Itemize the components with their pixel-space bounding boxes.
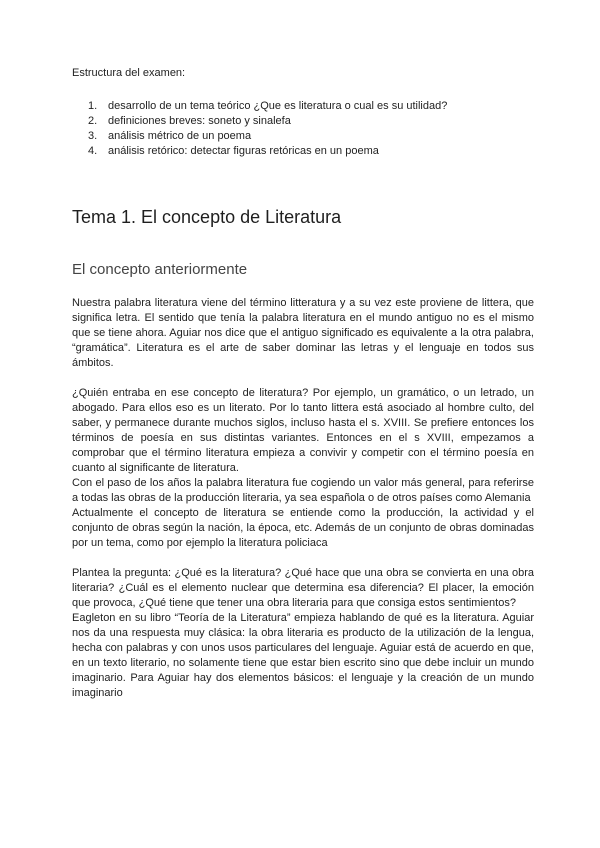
document-page xyxy=(72,66,534,701)
paragraph-question: Plantea la pregunta: ¿Qué es la literatura? ¿Qué hace que una obra se convierta en una obra literaria? ¿Cuál es el elemento nuclear que determina esa diferencia? El placer, la emoción que provoca, ¿Qué tiene que tener una obra literaria para que consiga estos sentimientos? xyxy=(72,567,534,609)
list-item xyxy=(88,99,534,114)
paragraph-current: Actualmente el concepto de literatura se entiende como la producción, la actividad y el conjunto de obras según la nación, la época, etc. Además de un conjunto de obras dominadas por un tema, como por ejemplo la literatura policiaca xyxy=(72,507,534,549)
section-subheading: El concepto anteriormente xyxy=(72,261,248,278)
exam-structure-list xyxy=(72,99,534,159)
list-item xyxy=(88,114,534,129)
list-item-text: análisis retórico: detectar figuras retóricas en un poema xyxy=(108,145,379,157)
paragraph-evolution: Con el paso de los años la palabra literatura fue cogiendo un valor más general, para referirse a todas las obras de la producción literaria, ya sea española o de otros países como Alemania xyxy=(72,477,534,504)
list-item-number: 1. xyxy=(88,100,98,112)
list-item-text: desarrollo de un tema teórico ¿Que es literatura o cual es su utilidad? xyxy=(108,100,448,112)
list-item xyxy=(88,129,534,144)
list-item-text: definiciones breves: soneto y sinalefa xyxy=(108,115,291,127)
section-heading: Tema 1. El concepto de Literatura xyxy=(72,207,342,227)
list-item-number: 2. xyxy=(88,115,98,127)
list-item xyxy=(88,144,534,159)
paragraph-eagleton: Eagleton en su libro “Teoría de la Literatura” empieza hablando de qué es la literatura. Aguiar nos da una respuesta muy clásica: la obra literaria es producto de la utilización de la lengua, hecha con palabras y con unos usos particulares del lenguaje. Aguiar está de acuerdo en que, en un texto literario, no solamente tiene que estar bien escrito sino que debe incluir un mundo imaginario. Para Aguiar hay dos elementos básicos: el lenguaje y la creación de un mundo imaginario xyxy=(72,612,534,699)
list-item-number: 3. xyxy=(88,130,98,142)
paragraph-who: ¿Quién entraba en ese concepto de literatura? Por ejemplo, un gramático, o un letrado, un abogado. Para ellos eso es un literato. Por lo tanto littera está asociado al hombre culto, del saber, y permanece durante muchos siglos, incluso hasta el s. XVIII. Se prefiere entonces los términos de poesía en sus distintas variantes. Entonces en el s XVIII, empezamos a comprobar que el término literatura empieza a convivir y competir con el término poesía en cuanto al significante de literatura. xyxy=(72,387,534,474)
exam-structure-intro: Estructura del examen: xyxy=(72,67,186,79)
list-item-number: 4. xyxy=(88,145,98,157)
list-item-text: análisis métrico de un poema xyxy=(108,130,252,142)
paragraph-origin: Nuestra palabra literatura viene del término litteratura y a su vez este proviene de littera, que significa letra. El sentido que tenía la palabra literatura en el mundo antiguo no es el mismo que se tiene ahora. Aguiar nos dice que el antiguo significado es equivalente a la otra palabra, “gramática”. Literatura es el arte de saber dominar las letras y el lenguaje en todos sus ámbitos. xyxy=(72,297,534,369)
